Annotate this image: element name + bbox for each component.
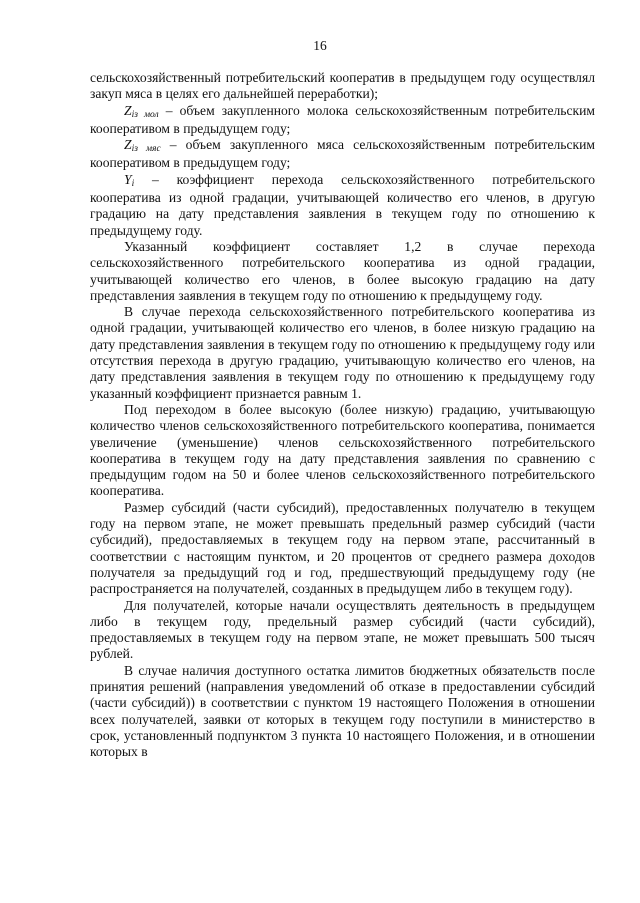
paragraph-remaining-limits: В случае наличия доступного остатка лимитов бюджетных обязательств после принятия решений (направления уведомлений об отказе в предоставлении субсидий (части субсидий)) в соответствии с пунктом 19 настоящего Положения в отношении всех получателей, заявки от которых в текущем году поступили в министерство в срок, установленный подпунктом 3 пункта 10 настоящего Положения, и в отношении которых в	[90, 662, 595, 760]
paragraph-coefficient: Указанный коэффициент составляет 1,2 в случае перехода сельскохозяйственного потребительского кооператива из одной градации, учитывающей количество его членов, в более высокую градацию на дату представления заявления в текущем году по отношению к предыдущему году.	[90, 238, 595, 303]
paragraph-1: сельскохозяйственный потребительский кооператив в предыдущем году осуществлял закуп мяса в целях его дальнейшей переработки);	[90, 70, 595, 102]
y-text: – коэффициент перехода сельскохозяйственного потребительского кооператива из одной градации, учитывающей количество его членов, в другую градацию на дату представления заявления в текущем году по отношению к предыдущему году.	[90, 171, 595, 238]
y-symbol: Y	[124, 171, 132, 187]
z-meat-symbol: Z	[124, 137, 132, 153]
z-milk-subscript: iз мол	[131, 109, 159, 120]
z-meat-text: – объем закупленного мяса сельскохозяйственным потребительским кооперативом в предыдущем году;	[90, 137, 595, 171]
paragraph-subsidy-limit: Размер субсидий (части субсидий), предоставленных получателю в текущем году на первом этапе, не может превышать предельный размер субсидий (части субсидий), предоставляемых в текущем году на первом этапе, рассчитанный в соответствии с настоящим пунктом, и 20 процентов от среднего размера доходов получателя за предыдущий год и год, предшествующий предыдущему году (не распространяется на получателей, созданных в предыдущем либо в текущем году).	[90, 499, 595, 597]
paragraph-transition-definition: Под переходом в более высокую (более низкую) градацию, учитывающую количество членов сельскохозяйственного потребительского кооператива, понимается увеличение (уменьшение) членов сельскохозяйственного потребительского кооператива в текущем году на дату представления заявления по сравнению с предыдущим годом на 50 и более членов сельскохозяйственного потребительского кооператива.	[90, 401, 595, 499]
definition-z-milk	[90, 103, 595, 138]
definition-z-meat	[90, 137, 595, 172]
z-milk-symbol: Z	[124, 102, 132, 118]
y-subscript: i	[131, 178, 135, 189]
definition-y	[90, 172, 595, 239]
z-milk-text: – объем закупленного молока сельскохозяйственным потребительским кооперативом в предыдущем году;	[90, 102, 595, 136]
paragraph-new-recipients: Для получателей, которые начали осуществлять деятельность в предыдущем либо в текущем году, предельный размер субсидий (части субсидий), предоставляемых в текущем году на первом этапе, не может превышать 500 тысяч рублей.	[90, 597, 595, 662]
page-number: 16	[313, 38, 327, 53]
z-meat-subscript: iз мяс	[131, 144, 161, 155]
document-body	[90, 70, 595, 760]
paragraph-lower-gradation: В случае перехода сельскохозяйственного потребительского кооператива из одной градации, учитывающей количество его членов, в более низкую градацию на дату представления заявления в текущем году по отношению к предыдущему году или отсутствия перехода в другую градацию, учитывающую количество его членов, на дату представления заявления в текущем году по отношению к предыдущему году указанный коэффициент признается равным 1.	[90, 304, 595, 401]
